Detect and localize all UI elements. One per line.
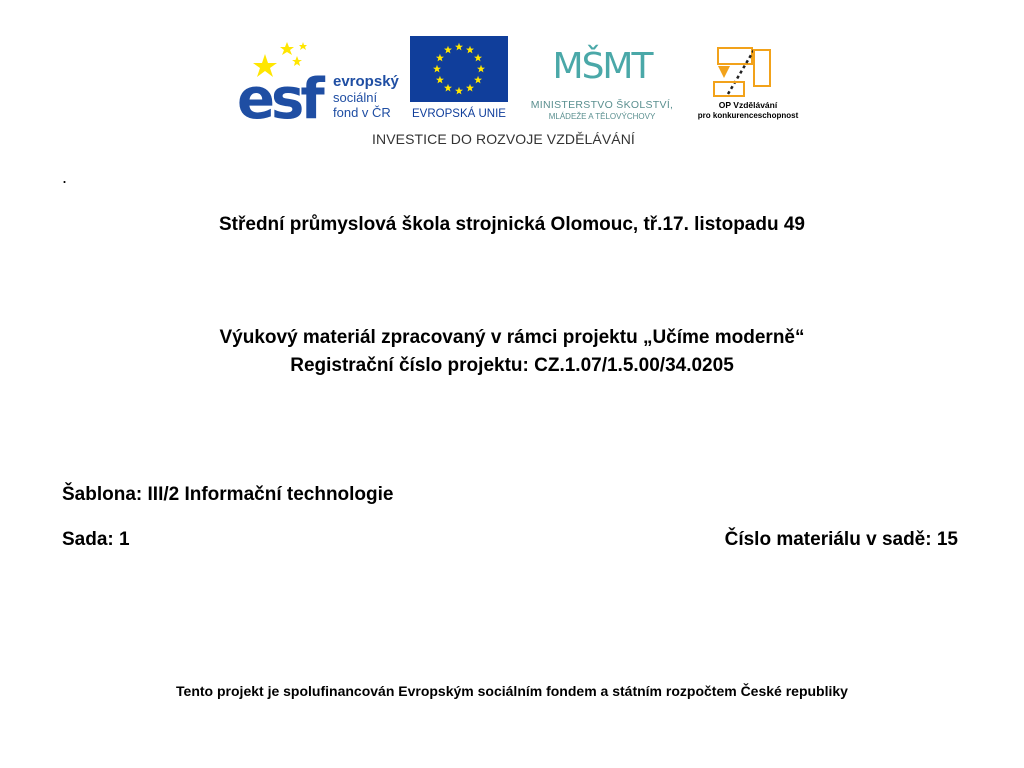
op-dotted-line-icon — [728, 50, 754, 94]
msmt-line2: MLÁDEŽE A TĚLOVÝCHOVY — [548, 112, 656, 120]
esf-line2: sociální — [333, 90, 378, 105]
investment-tagline: INVESTICE DO ROZVOJE VZDĚLÁVÁNÍ — [372, 131, 635, 147]
esf-logo — [235, 36, 415, 120]
material-number-label: Číslo materiálu v sadě: 15 — [724, 529, 958, 550]
op-vzdelavani-logo — [692, 36, 804, 120]
school-name: Střední průmyslová škola strojnická Olomouc, tř.17. listopadu 49 — [218, 214, 805, 235]
esf-mark: esf — [237, 67, 321, 120]
project-registration-number: Registrační číslo projektu: CZ.1.07/1.5.00/34.0205 — [290, 355, 734, 376]
esf-star-icon — [299, 42, 307, 50]
esf-star-icon — [292, 56, 302, 66]
op-line1: OP Vzdělávání — [718, 100, 778, 110]
esf-line3: fond v ČR — [333, 105, 391, 120]
eu-caption: EVROPSKÁ UNIE — [412, 108, 506, 120]
msmt-logo — [516, 36, 688, 120]
project-title: Výukový materiál zpracovaný v rámci projektu „Učíme moderně“ — [219, 327, 805, 348]
op-box-icon — [754, 50, 770, 86]
template-label: Šablona: III/2 Informační technologie — [62, 484, 394, 505]
set-label: Sada: 1 — [62, 529, 130, 550]
bullet-dot: . — [62, 167, 68, 187]
op-arrow-icon — [718, 66, 730, 78]
eu-flag-logo — [410, 36, 508, 120]
op-line2: pro konkurenceschopnost — [697, 111, 799, 120]
msmt-line1: MINISTERSTVO ŠKOLSTVÍ, — [530, 99, 674, 111]
funding-footer: Tento projekt je spolufinancován Evropským sociálním fondem a státním rozpočtem České republiky — [176, 683, 848, 699]
esf-star-icon — [280, 42, 294, 55]
msmt-mark: MŠMT — [552, 46, 652, 87]
esf-line1: evropský — [333, 73, 399, 90]
